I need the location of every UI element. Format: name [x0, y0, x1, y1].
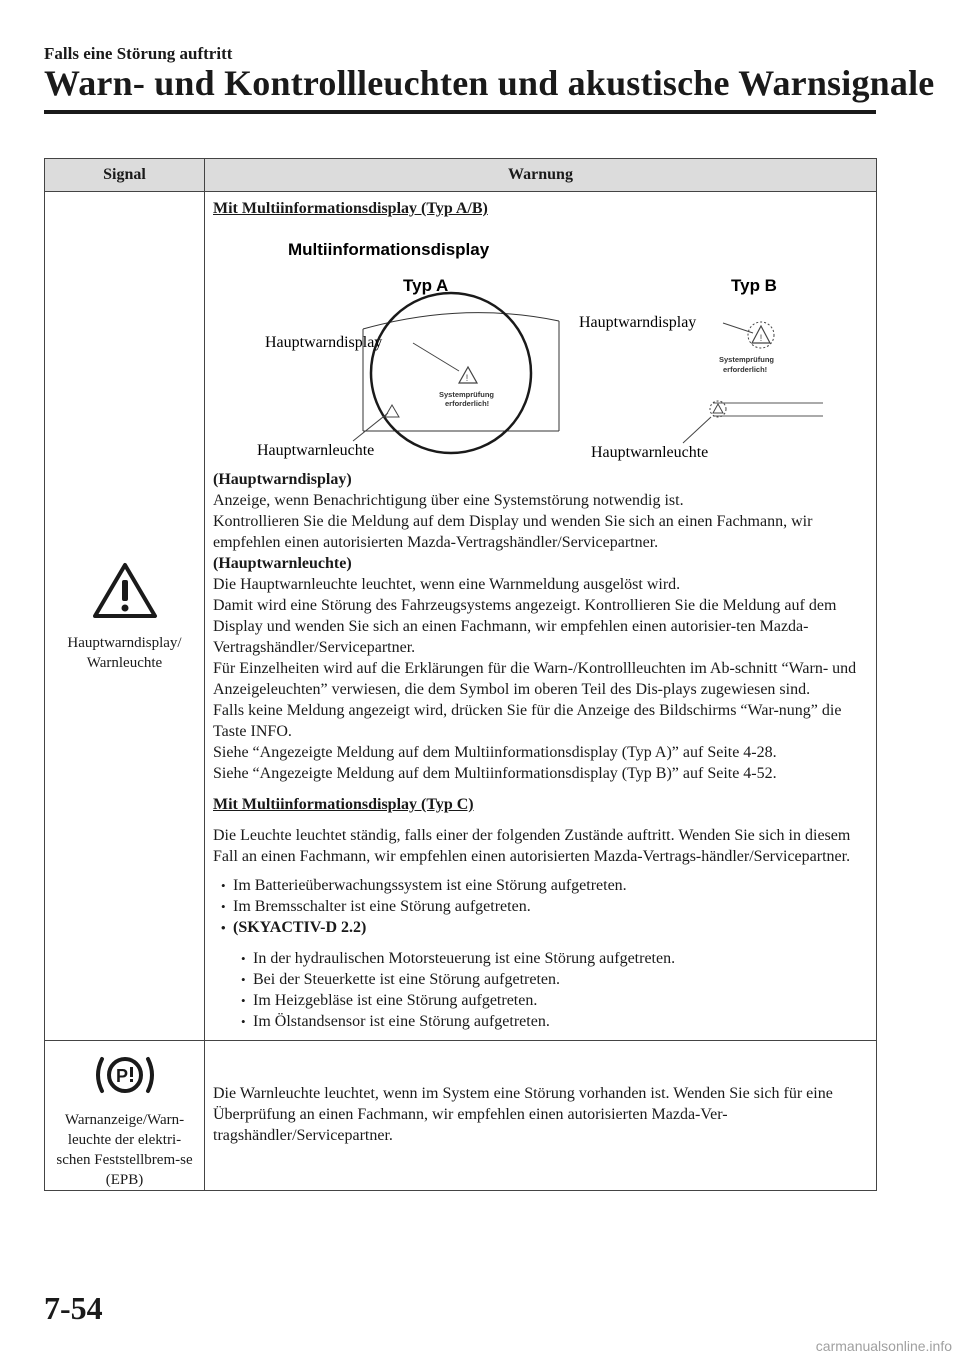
section-title: Falls eine Störung auftritt	[44, 44, 233, 63]
epb-text: Die Warnleuchte leuchtet, wenn im System eine Störung vorhanden ist. Wenden Sie sich für eine Überprüfung an einen Fachmann, wir empfehlen einen autorisierten Mazda-Ver-tragshändler/Servicepartner.	[213, 1085, 833, 1144]
warning-triangle-icon	[90, 560, 160, 622]
signal-cell	[45, 192, 205, 1041]
signal-cell	[45, 1041, 205, 1191]
lamp-heading: (Hauptwarnleuchte)	[213, 555, 352, 572]
list-item: • Bei der Steuerkette ist eine Störung aufgetreten.	[239, 969, 868, 990]
display-text-1: Anzeige, wenn Benachrichtigung über eine Systemstörung notwendig ist.	[213, 492, 684, 509]
list-item: • (SKYACTIV-D 2.2)	[219, 917, 868, 938]
subheading-type-c: Mit Multiinformationsdisplay (Typ C)	[213, 796, 474, 813]
reference-type-b: Siehe “Angezeigte Meldung auf dem Multiinformationsdisplay (Typ B)” auf Seite 4-52.	[213, 765, 777, 782]
label-display-a: Hauptwarndisplay	[265, 334, 383, 351]
table-header-row	[45, 159, 877, 192]
lamp-text-1: Die Hauptwarnleuchte leuchtet, wenn eine Warnmeldung ausgelöst wird.	[213, 576, 681, 593]
screen-text-b2: erforderlich!	[723, 365, 768, 374]
svg-text:!: !	[465, 373, 469, 383]
svg-text:P: P	[115, 1066, 128, 1086]
lamp-text-2: Damit wird eine Störung des Fahrzeugsystems angezeigt. Kontrollieren Sie die Meldung auf dem Display und wenden Sie sich an einen Fachmann, wir empfehlen einen autorisier-ten Mazda-Vertragshändler/Servicepartner.	[213, 597, 837, 656]
table-row	[45, 1041, 877, 1191]
table-row	[45, 192, 877, 1041]
lamp-text-4: Falls keine Meldung angezeigt wird, drücken Sie für die Anzeige des Bildschirms “War-nung” die Taste INFO.	[213, 702, 842, 740]
page-number: 7-54	[44, 1290, 103, 1326]
header-rule	[44, 110, 876, 114]
diagram-title: Multiinformationsdisplay	[288, 240, 490, 259]
list-item: • Im Batterieüberwachungssystem ist eine Störung aufgetreten.	[219, 875, 868, 896]
type-c-text: Die Leuchte leuchtet ständig, falls einer der folgenden Zustände auftritt. Wenden Sie sich in diesem Fall an einen Fachmann, wir empfehlen einen autorisierten Mazda-Vertrags-händler/Servicepartner.	[213, 827, 851, 865]
warning-icon-type-a	[459, 367, 477, 383]
list-item: • Im Ölstandsensor ist eine Störung aufgetreten.	[239, 1011, 868, 1032]
screen-text-b1: Systemprüfung	[719, 355, 775, 364]
display-heading: (Hauptwarndisplay)	[213, 471, 352, 488]
display-text-2: Kontrollieren Sie die Meldung auf dem Display und wenden Sie sich an einen Fachmann, wir empfehlen einen autorisierten Mazda-Vertragshändler/Servicepartner.	[213, 513, 813, 551]
type-b-label: Typ B	[731, 276, 777, 295]
lamp-text-3: Für Einzelheiten wird auf die Erklärungen für die Warn-/Kontrollleuchten im Ab-schnitt “Warn- und Anzeigeleuchten” verwiesen, die dem Symbol im oberen Teil des Dis-plays zugewiesen sind.	[213, 660, 857, 698]
type-a-cluster	[257, 293, 559, 459]
label-display-b: Hauptwarndisplay	[579, 314, 697, 331]
screen-text-a1: Systemprüfung	[439, 390, 495, 399]
warning-table	[44, 158, 877, 1191]
sub-condition-list	[239, 948, 868, 1032]
signal-label: Hauptwarndisplay/ Warnleuchte	[67, 634, 182, 671]
subheading-type-ab: Mit Multiinformationsdisplay (Typ A/B)	[213, 200, 488, 217]
list-item: • Im Heizgebläse ist eine Störung aufgetreten.	[239, 990, 868, 1011]
condition-list	[219, 875, 868, 938]
signal-label: Warnanzeige/Warn-leuchte der elektri-schen Feststellbrem-se (EPB)	[56, 1112, 193, 1188]
warning-cell	[205, 1041, 877, 1191]
parking-brake-icon	[92, 1051, 158, 1099]
col-header-warning: Warnung	[205, 159, 877, 192]
warning-icon-type-b	[748, 322, 774, 348]
list-item: • Im Bremsschalter ist eine Störung aufgetreten.	[219, 896, 868, 917]
label-lamp-a: Hauptwarnleuchte	[257, 442, 375, 459]
label-lamp-b: Hauptwarnleuchte	[591, 444, 709, 461]
screen-text-a2: erforderlich!	[445, 399, 490, 408]
reference-type-a: Siehe “Angezeigte Meldung auf dem Multiinformationsdisplay (Typ A)” auf Seite 4-28.	[213, 744, 777, 761]
warning-cell	[205, 192, 877, 1041]
watermark: carmanualsonline.info	[815, 1338, 952, 1354]
display-diagram	[213, 219, 868, 469]
svg-text:!: !	[759, 333, 763, 343]
type-b-cluster	[579, 314, 823, 461]
page-title: Warn- und Kontrollleuchten und akustische Warnsignale	[44, 63, 935, 103]
list-item: • In der hydraulischen Motorsteuerung ist eine Störung aufgetreten.	[239, 948, 868, 969]
type-a-label: Typ A	[403, 276, 449, 295]
col-header-signal: Signal	[45, 159, 205, 192]
